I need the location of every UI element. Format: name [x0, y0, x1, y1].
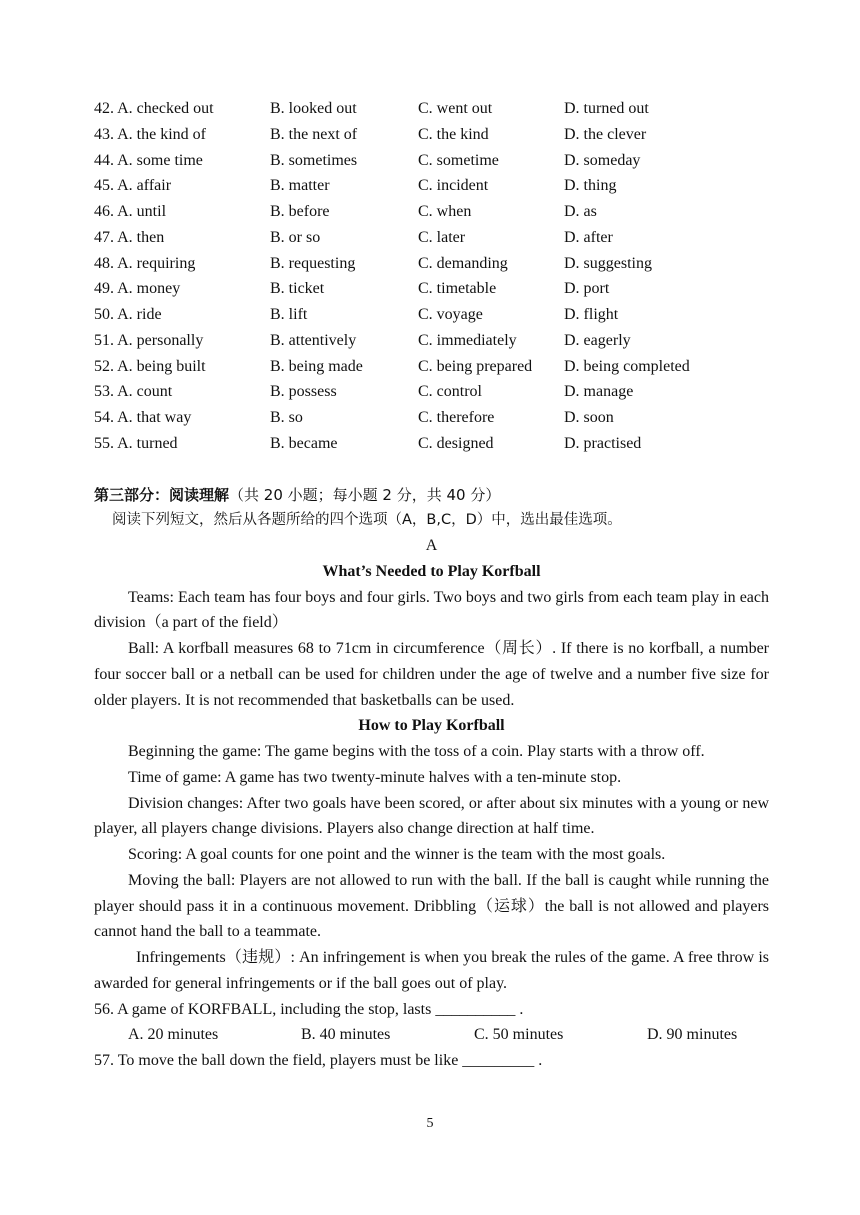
option-a: 46. A. until — [94, 203, 167, 220]
option-c: C. being prepared — [418, 357, 533, 375]
page-number: 5 — [426, 1116, 434, 1131]
question-56-choices — [94, 1022, 769, 1048]
option-c: C. when — [418, 203, 472, 220]
paragraph-infringements: Infringements（违规）: An infringement is when you break the rules of the game. A free throw is awarded for general infringements or if the ball goes out of play. — [94, 949, 769, 992]
paragraph-division: Division changes: After two goals have been scored, or after about six minutes with a young or new player, all players change divisions. Players also change direction at half time. — [94, 794, 769, 838]
option-a: 48. A. requiring — [94, 254, 196, 272]
section-subtitle: （共 20 小题；每小题 2 分，共 40 分） — [229, 486, 501, 504]
option-a: 47. A. then — [94, 228, 165, 246]
option-c: C. the kind — [418, 125, 489, 143]
option-a: 44. A. some time — [94, 151, 203, 169]
option-c: C. immediately — [418, 331, 517, 349]
option-c: C. control — [418, 383, 482, 401]
paragraph-time: Time of game: A game has two twenty-minute halves with a ten-minute stop. — [128, 768, 622, 786]
passage-heading-needed: What’s Needed to Play Korfball — [322, 562, 541, 580]
option-a: 49. A. money — [94, 280, 181, 298]
option-c: C. voyage — [418, 306, 483, 323]
question-57: 57. To move the ball down the field, players must be like _________ . — [94, 1052, 543, 1069]
option-b: B. requesting — [270, 254, 356, 272]
option-b: B. so — [270, 409, 303, 426]
option-a: 52. A. being built — [94, 357, 206, 375]
paragraph-ball: Ball: A korfball measures 68 to 71cm in circumference（周长）. If there is no korfball, a number four soccer ball or a netball can be used for children under the age of twelve and a number five size for older players. It is not recommended that basketballs can be used. — [94, 640, 769, 709]
passage-letter: A — [425, 537, 438, 554]
option-d: D. practised — [564, 434, 642, 452]
option-c: C. demanding — [418, 254, 508, 272]
option-a: 43. A. the kind of — [94, 125, 206, 143]
option-a: 45. A. affair — [94, 177, 172, 195]
passage-heading-how: How to Play Korfball — [358, 717, 505, 735]
option-c: C. later — [418, 228, 466, 246]
option-d: D. after — [564, 228, 613, 246]
option-d: D. flight — [564, 306, 619, 323]
option-d: D. thing — [564, 177, 617, 195]
option-d: D. manage — [564, 383, 634, 401]
option-c: C. timetable — [418, 280, 497, 298]
paragraph-teams: Teams: Each team has four boys and four girls. Two boys and two girls from each team play in each division（a part of the field） — [94, 588, 769, 632]
paragraph-beginning: Beginning the game: The game begins with the toss of a coin. Play starts with a throw off. — [128, 743, 705, 760]
option-a: 51. A. personally — [94, 331, 204, 349]
choice-d: D. 90 minutes — [647, 1026, 738, 1044]
option-d: D. being completed — [564, 357, 690, 375]
option-c: C. went out — [418, 100, 493, 117]
question-56: 56. A game of KORFBALL, including the stop, lasts __________ . — [94, 1000, 524, 1018]
section-heading — [94, 483, 500, 507]
option-a: 55. A. turned — [94, 434, 178, 452]
option-d: D. turned out — [564, 100, 649, 117]
option-b: B. being made — [270, 357, 363, 375]
option-b: B. the next of — [270, 125, 358, 143]
section-instruction: 阅读下列短文，然后从各题所给的四个选项（A，B,C，D）中，选出最佳选项。 — [112, 512, 622, 528]
option-a: 54. A. that way — [94, 409, 192, 426]
option-b: B. lift — [270, 306, 308, 323]
option-c: C. therefore — [418, 409, 495, 426]
option-d: D. soon — [564, 409, 614, 426]
option-c: C. incident — [418, 177, 489, 195]
option-a: 42. A. checked out — [94, 100, 214, 117]
option-b: B. possess — [270, 383, 337, 401]
choice-a: A. 20 minutes — [128, 1026, 219, 1044]
option-d: D. eagerly — [564, 331, 631, 349]
section-title: 第三部分：阅读理解 — [94, 486, 230, 504]
choice-c: C. 50 minutes — [474, 1026, 564, 1044]
reading-passage — [94, 533, 769, 1074]
option-d: D. suggesting — [564, 254, 652, 272]
option-a: 50. A. ride — [94, 306, 162, 323]
option-c: C. designed — [418, 434, 494, 452]
option-d: D. the clever — [564, 125, 647, 143]
option-a: 53. A. count — [94, 383, 173, 401]
option-b: B. looked out — [270, 100, 357, 117]
option-b: B. attentively — [270, 331, 357, 349]
option-b: B. sometimes — [270, 151, 358, 169]
option-d: D. someday — [564, 151, 641, 169]
option-d: D. as — [564, 203, 597, 220]
option-b: B. before — [270, 203, 330, 220]
option-b: B. matter — [270, 177, 330, 195]
paragraph-scoring: Scoring: A goal counts for one point and the winner is the team with the most goals. — [128, 846, 666, 863]
option-d: D. port — [564, 280, 610, 298]
option-b: B. or so — [270, 228, 321, 246]
option-c: C. sometime — [418, 151, 499, 169]
option-b: B. ticket — [270, 280, 325, 298]
paragraph-moving: Moving the ball: Players are not allowed to run with the ball. If the ball is caught while running the player should pass it in a continuous movement. Dribbling（运球）the ball is not allowed and players cannot hand the ball to a teammate. — [94, 871, 769, 941]
choice-b: B. 40 minutes — [301, 1026, 391, 1044]
option-b: B. became — [270, 434, 338, 452]
